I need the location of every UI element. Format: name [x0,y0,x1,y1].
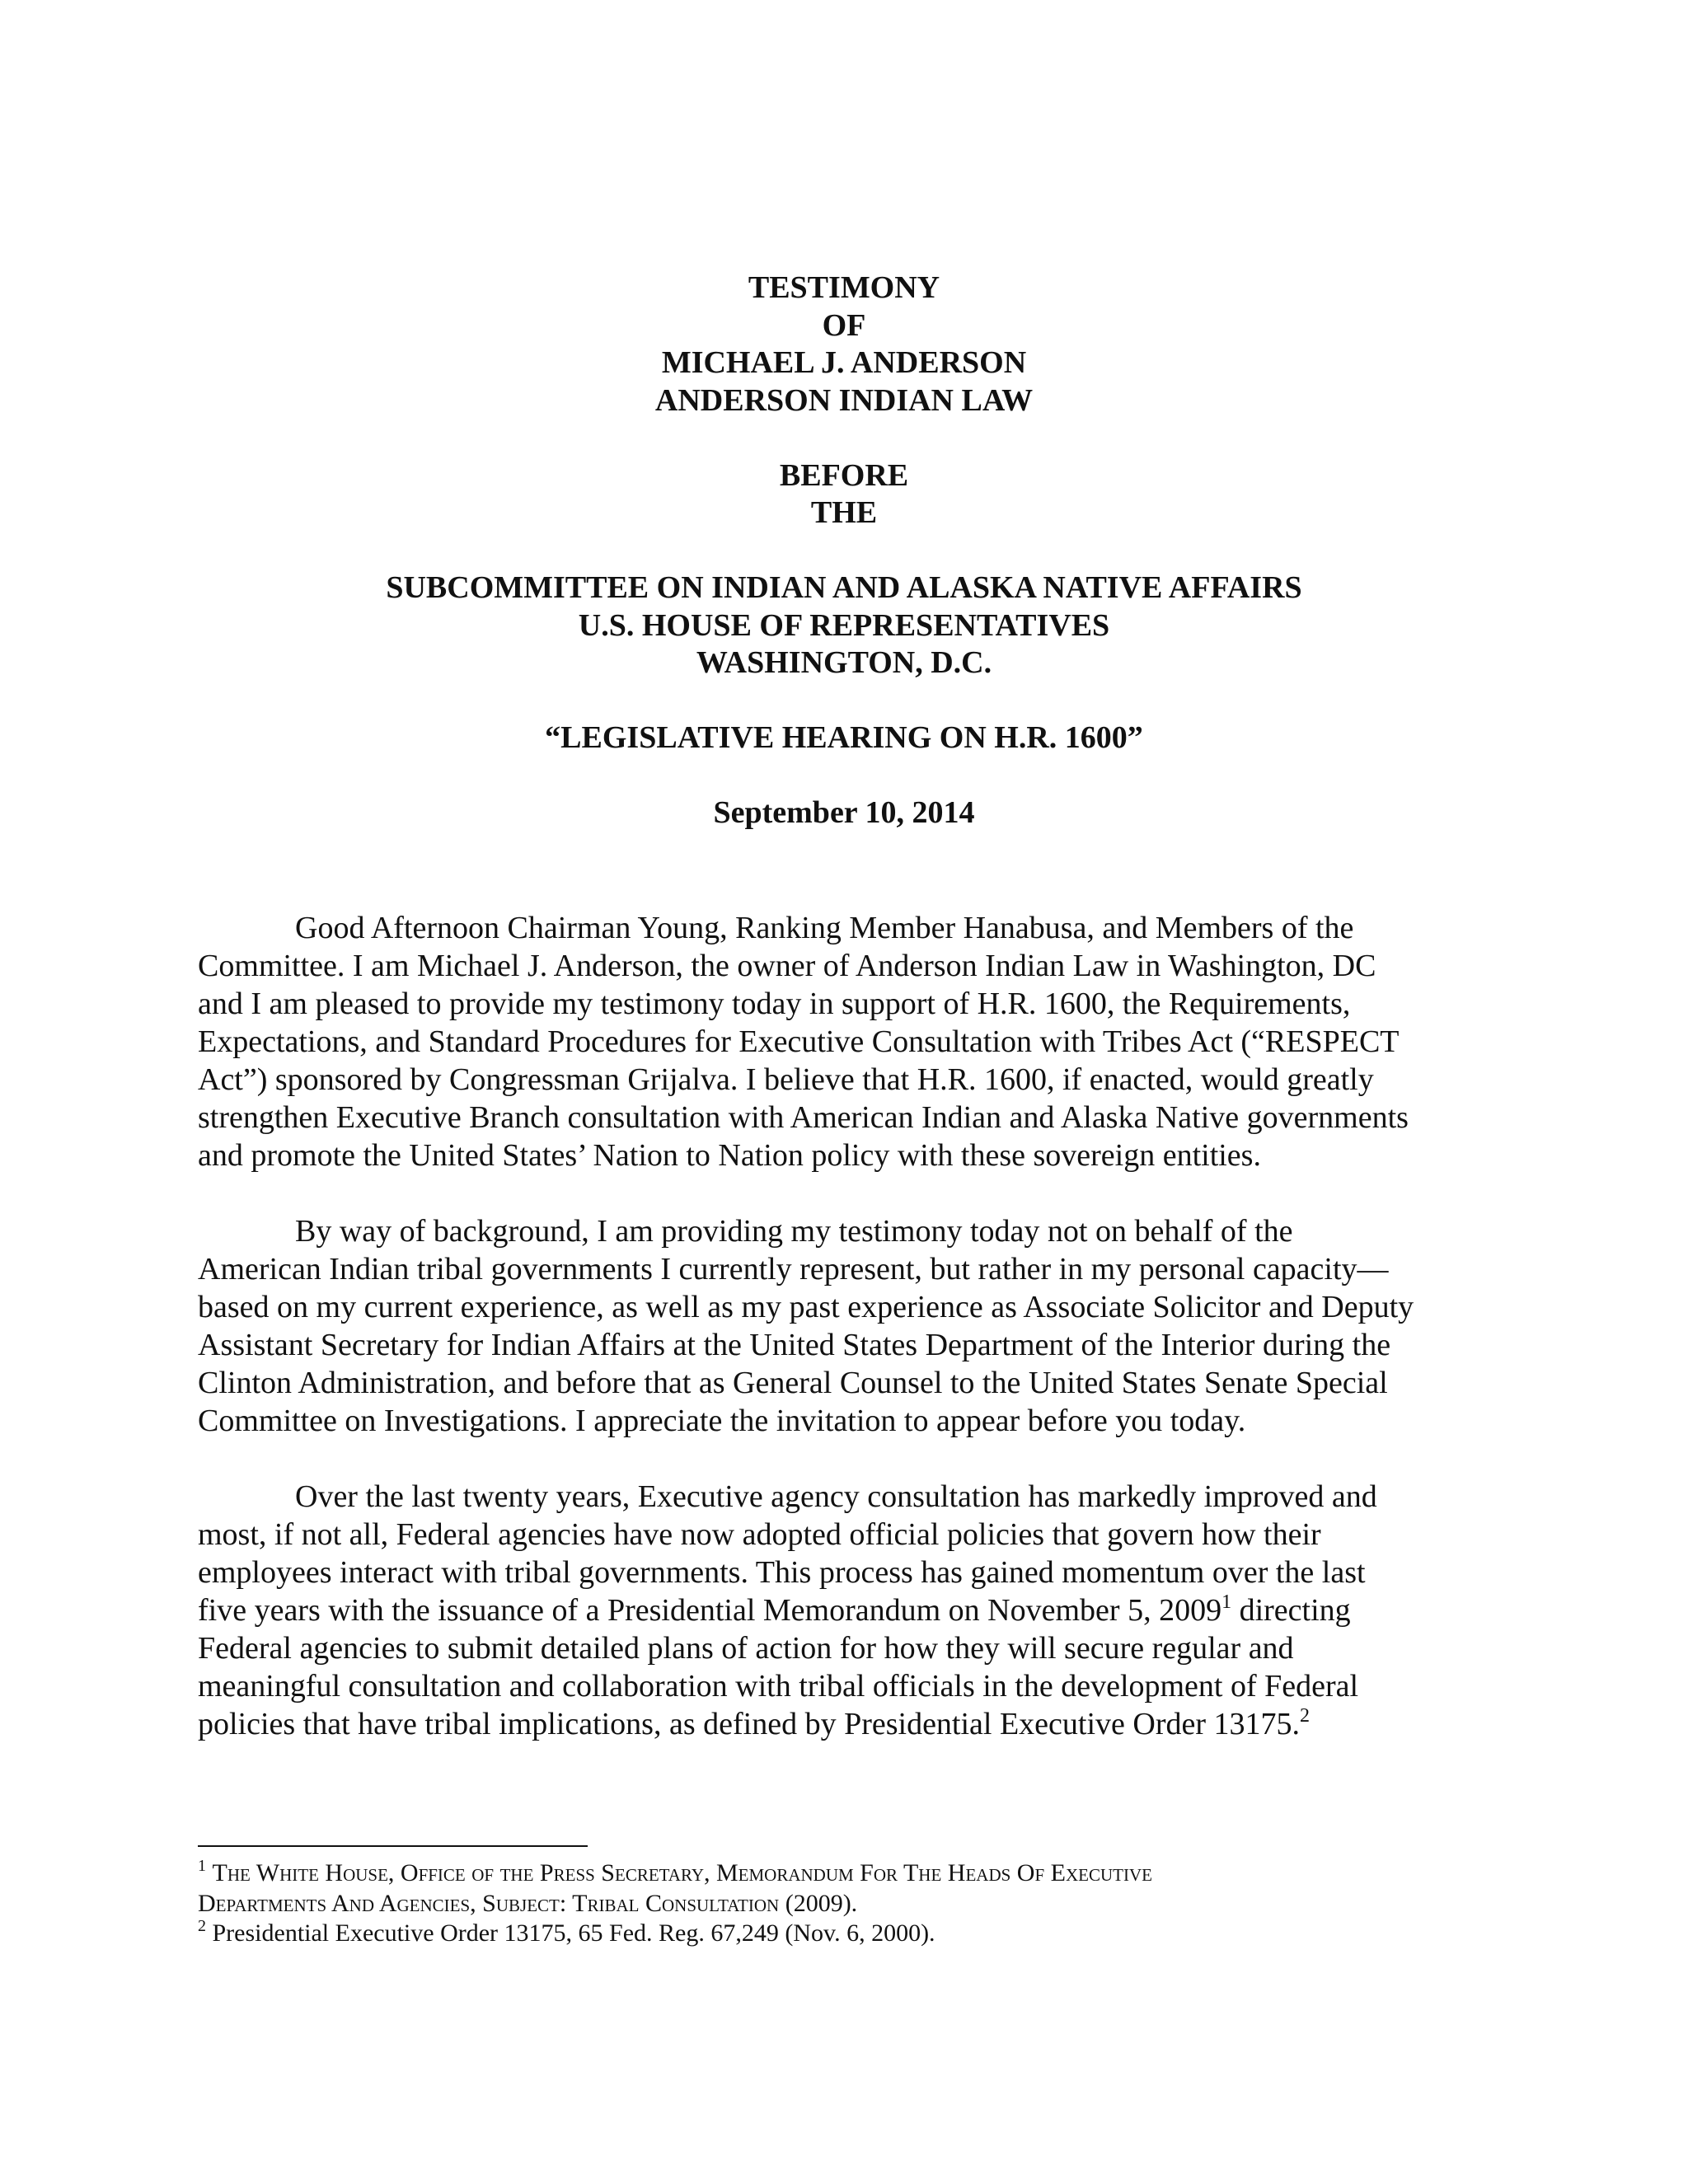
text-line: and I am pleased to provide my testimony today in support of H.R. 1600, the Requirements, [198,987,1351,1021]
hearing-date: September 10, 2014 [713,795,975,830]
text-line: Committee. I am Michael J. Anderson, the owner of Anderson Indian Law in Washington, DC [198,949,1376,983]
body-paragraph-2 [198,1212,1500,1440]
title-line: THE [810,495,878,530]
text-line: American Indian tribal governments I currently represent, but rather in my personal capacity— [198,1252,1389,1286]
footnote-ref-2[interactable]: 2 [1300,1705,1311,1727]
hearing-title: “LEGISLATIVE HEARING ON H.R. 1600” [545,720,1143,755]
house-name: U.S. HOUSE OF REPRESENTATIVES [578,607,1110,643]
footnote-1-continued [198,1889,1500,1919]
text-line: meaningful consultation and collaboration with tribal officials in the development of Federal [198,1669,1359,1704]
text-line: Clinton Administration, and before that as General Counsel to the United States Senate Special [198,1366,1388,1400]
text-line: Assistant Secretary for Indian Affairs at the United States Department of the Interior during the [198,1328,1391,1362]
footnote-2 [198,1919,1500,1949]
footnote-text: Departments And Agencies, Subject: Tribal Consultation (2009). [198,1889,858,1917]
text-line: By way of background, I am providing my testimony today not on behalf of the [295,1214,1293,1249]
subcommittee-name: SUBCOMMITTEE ON INDIAN AND ALASKA NATIVE AFFAIRS [386,570,1302,605]
text-line: five years with the issuance of a Presidential Memorandum on November 5, 2009 [198,1593,1222,1628]
title-line: TESTIMONY [748,270,940,305]
footnote-text: The White House, Office of the Press Secretary, Memorandum For The Heads Of Executive [212,1859,1152,1886]
location: WASHINGTON, D.C. [696,645,992,680]
body-paragraph-1 [198,909,1500,1174]
footnote-number: 1 [198,1857,206,1875]
title-block [0,269,1688,832]
text-line: most, if not all, Federal agencies have now adopted official policies that govern how their [198,1517,1321,1552]
footnotes [198,1858,1500,1949]
footnote-text: Presidential Executive Order 13175, 65 Fed. Reg. 67,249 (Nov. 6, 2000). [212,1919,935,1947]
text-line: strengthen Executive Branch consultation with American Indian and Alaska Native governments [198,1100,1409,1135]
footnote-number: 2 [198,1917,206,1935]
text-line: Federal agencies to submit detailed plans of action for how they will secure regular and [198,1631,1294,1666]
text-line: policies that have tribal implications, as defined by Presidential Executive Order 13175. [198,1707,1301,1741]
witness-firm: ANDERSON INDIAN LAW [654,382,1034,418]
text-line: directing [1231,1593,1351,1628]
title-line: OF [822,307,866,343]
footnote-1 [198,1858,1500,1889]
testimony-body [198,909,1500,1781]
text-line: and promote the United States’ Nation to Nation policy with these sovereign entities. [198,1138,1261,1173]
body-paragraph-3 [198,1478,1500,1743]
text-line: based on my current experience, as well as my past experience as Associate Solicitor and Deputy [198,1290,1414,1324]
footnote-ref-1[interactable]: 1 [1221,1591,1232,1613]
text-line: Over the last twenty years, Executive agency consultation has markedly improved and [295,1479,1377,1514]
witness-name: MICHAEL J. ANDERSON [661,345,1027,380]
text-line: employees interact with tribal governments. This process has gained momentum over the last [198,1555,1366,1590]
text-line: Act”) sponsored by Congressman Grijalva. I believe that H.R. 1600, if enacted, would greatly [198,1062,1374,1097]
text-line: Expectations, and Standard Procedures for Executive Consultation with Tribes Act (“RESPECT [198,1024,1400,1059]
text-line: Committee on Investigations. I appreciate the invitation to appear before you today. [198,1404,1246,1438]
text-line: Good Afternoon Chairman Young, Ranking Member Hanabusa, and Members of the [295,911,1354,945]
title-line: BEFORE [779,457,909,493]
footnote-divider [198,1845,588,1847]
